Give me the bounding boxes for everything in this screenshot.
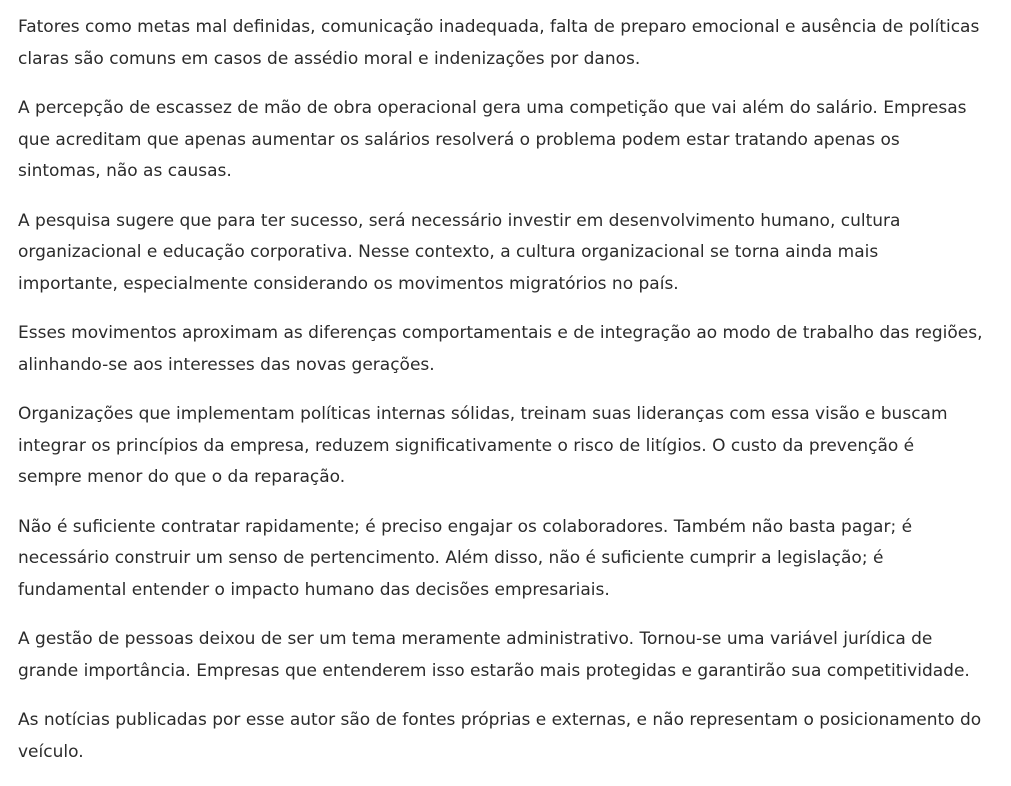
article-paragraph: A gestão de pessoas deixou de ser um tema meramente administrativo. Tornou-se uma variável jurídica de grande importância. Empresas que entenderem isso estarão mais protegidas e garantirão sua competitividade. [18, 629, 970, 681]
article-paragraph: Fatores como metas mal definidas, comunicação inadequada, falta de preparo emocional e ausência de políticas claras são comuns em casos de assédio moral e indenizações por danos. [18, 17, 980, 69]
article-paragraph: Esses movimentos aproximam as diferenças comportamentais e de integração ao modo de trabalho das regiões, alinhando-se aos interesses das novas gerações. [18, 323, 983, 375]
article-paragraph: A percepção de escassez de mão de obra operacional gera uma competição que vai além do salário. Empresas que acreditam que apenas aumentar os salários resolverá o problema podem estar tratando apenas os sintomas, não as causas. [18, 98, 967, 181]
article-paragraph: Não é suficiente contratar rapidamente; é preciso engajar os colaboradores. Também não basta pagar; é necessário construir um senso de pertencimento. Além disso, não é suficiente cumprir a legislação; é fundamental entender o impacto humano das decisões empresariais. [18, 516, 913, 600]
article-disclaimer: As notícias publicadas por esse autor são de fontes próprias e externas, e não representam o posicionamento do veículo. [18, 710, 982, 762]
article-body [18, 12, 983, 786]
article-paragraph: Organizações que implementam políticas internas sólidas, treinam suas lideranças com essa visão e buscam integrar os princípios da empresa, reduzem significativamente o risco de litígios. O custo da prevenção é sempre menor do que o da reparação. [18, 404, 948, 487]
article-paragraph: A pesquisa sugere que para ter sucesso, será necessário investir em desenvolvimento humano, cultura organizacional e educação corporativa. Nesse contexto, a cultura organizacional se torna ainda mais importante, especialmente considerando os movimentos migratórios no país. [18, 210, 901, 294]
